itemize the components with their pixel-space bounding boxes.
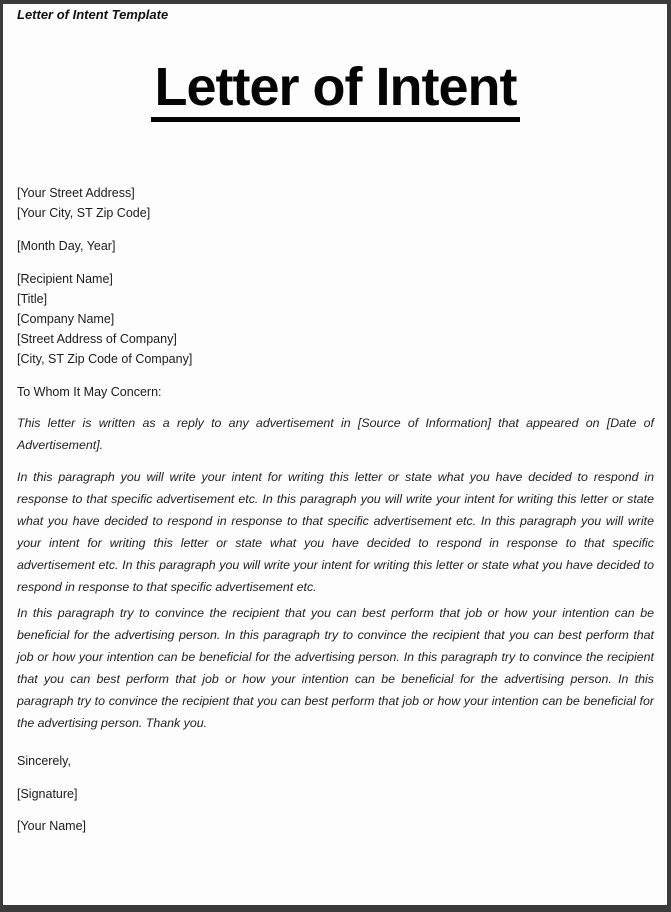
sender-address-block	[17, 183, 654, 223]
intro-paragraph: This letter is written as a reply to any advertisement in [Source of Information] that appeared on [Date of Advertisement].	[17, 416, 654, 453]
sender-street-line: [Your Street Address]	[17, 186, 135, 201]
recipient-company-line: [Company Name]	[17, 312, 115, 327]
sender-name-placeholder-line: [Your Name]	[17, 819, 87, 834]
document-content	[3, 4, 667, 836]
closing-line: Sincerely,	[17, 754, 71, 769]
recipient-name-line: [Recipient Name]	[17, 272, 113, 287]
signature-placeholder-line: [Signature]	[17, 787, 78, 802]
letter-title-row	[17, 58, 654, 122]
letter-title: Letter of Intent	[151, 58, 521, 122]
date-line: [Month Day, Year]	[17, 239, 116, 254]
convince-paragraph: In this paragraph try to convince the recipient that you can best perform that job or how your intention can be beneficial for the advertising person. In this paragraph try to convince the recipient that you can best perform that job or how your intention can be beneficial for the advertising person. In this paragraph try to convince the recipient that you can best perform that job or how your intention can be beneficial for the advertising person. In this paragraph try to convince the recipient that you can best perform that job or how your intention can be beneficial for the advertising person. Thank you.	[17, 606, 654, 731]
recipient-street-line: [Street Address of Company]	[17, 332, 177, 347]
recipient-title-line: [Title]	[17, 292, 48, 307]
document-header-title: Letter of Intent Template	[17, 7, 169, 22]
intent-paragraph: In this paragraph you will write your intent for writing this letter or state what you have decided to respond in response to that specific advertisement etc. In this paragraph you will write your intent for writing this letter or state what you have decided to respond in response to that specific advertisement etc. In this paragraph you will write your intent for writing this letter or state what you have decided to respond in response to that specific advertisement etc. In this paragraph you will write your intent for writing this letter or state what you have decided to respond in response to that specific advertisement etc.	[17, 470, 654, 595]
sender-city-line: [Your City, ST Zip Code]	[17, 206, 151, 221]
recipient-city-line: [City, ST Zip Code of Company]	[17, 352, 193, 367]
salutation-line: To Whom It May Concern:	[17, 385, 162, 400]
recipient-address-block	[17, 269, 654, 369]
